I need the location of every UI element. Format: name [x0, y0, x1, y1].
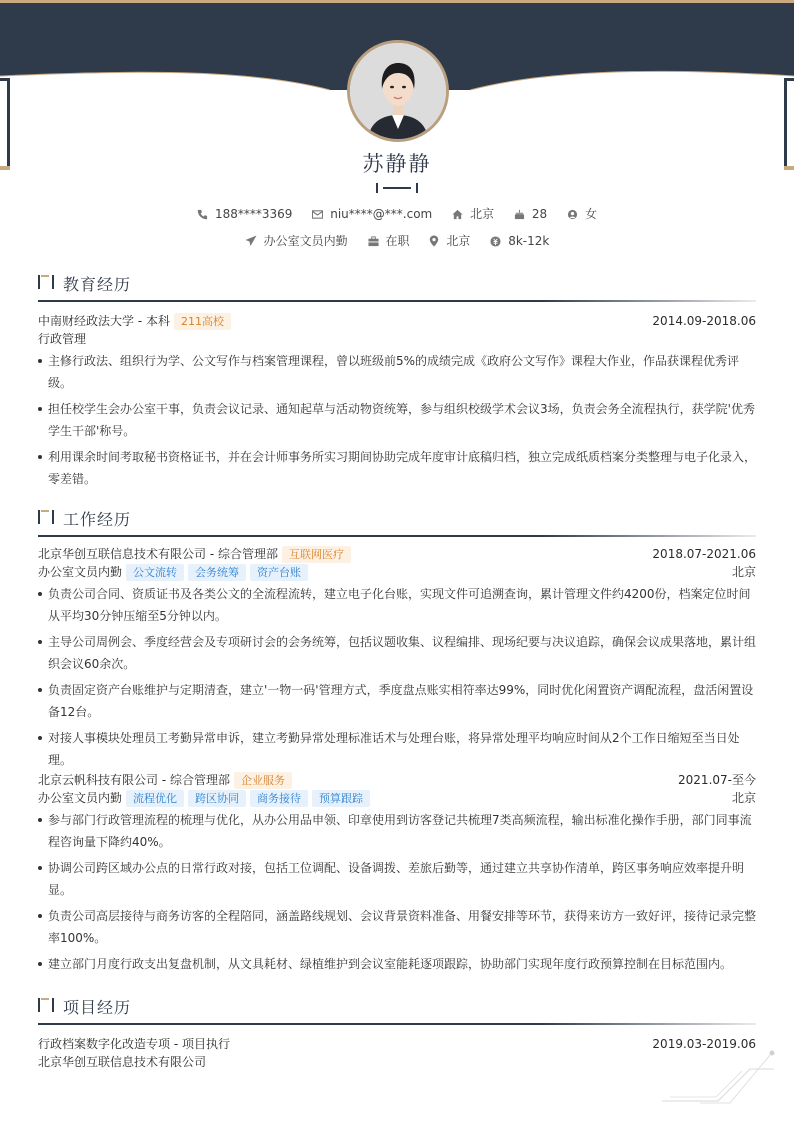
job-bullets: [38, 583, 756, 771]
salary-value: 8k-12k: [508, 234, 550, 248]
send-icon: [245, 235, 257, 247]
position-value: 办公室文员内勤: [263, 234, 348, 248]
contact-email: [312, 207, 432, 221]
phone-icon: [197, 209, 208, 220]
education-header: [38, 312, 756, 330]
decorative-lines: [660, 1045, 780, 1105]
candidate-name: 苏静静: [362, 152, 432, 176]
project-section: [38, 995, 756, 1071]
education-title-text: 教育经历: [63, 275, 132, 294]
section-divider: [38, 300, 756, 302]
avatar-portrait-icon: [350, 43, 446, 139]
project-title: [38, 995, 756, 1025]
project-date: 2019.03-2019.06: [652, 1037, 756, 1051]
avatar: [347, 40, 449, 142]
job-role-row: [38, 563, 756, 581]
skill-tag: 资产台账: [250, 564, 308, 581]
education-section: [38, 272, 756, 494]
location-icon: [429, 235, 439, 247]
job-city: 北京: [731, 565, 756, 579]
cake-icon: [514, 209, 525, 220]
skill-tag: 预算跟踪: [312, 790, 370, 807]
job-header: [38, 771, 756, 789]
phone-value: 188****3369: [214, 207, 293, 221]
major-name: 行政管理: [38, 332, 87, 346]
intent-status: [368, 232, 410, 249]
project-name: 行政档案数字化改造专项 - 项目执行: [38, 1037, 230, 1051]
skill-tag: 公文流转: [126, 564, 184, 581]
education-major: [38, 330, 756, 348]
company-name: 北京华创互联信息技术有限公司 - 综合管理部: [38, 547, 278, 561]
job-date: 2021.07-至今: [678, 773, 756, 787]
work-title: [38, 507, 756, 537]
education-title: [38, 272, 756, 302]
name-divider: [376, 183, 418, 193]
list-item: 负责固定资产台账维护与定期清查，建立'一物一码'管理方式，季度盘点账实相符率达99%，同时优化闲置资产调配流程，盘活闲置设备12台。: [38, 679, 756, 723]
work-section: [38, 507, 756, 979]
money-icon: [490, 236, 501, 247]
list-item: 负责公司高层接待与商务访客的全程陪同，涵盖路线规划、会议背景资料准备、用餐安排等环节，获得来访方一致好评，接待记录完整率100%。: [38, 905, 756, 949]
contact-age: [514, 207, 547, 221]
project-company: 北京华创互联信息技术有限公司: [38, 1055, 207, 1069]
skill-tag: 商务接待: [250, 790, 308, 807]
mail-icon: [312, 209, 323, 220]
job-date: 2018.07-2021.06: [652, 547, 756, 561]
section-mark-icon: [38, 998, 56, 1012]
job-bullets: [38, 809, 756, 975]
briefcase-icon: [368, 236, 379, 247]
list-item: 参与部门行政管理流程的梳理与优化，从办公用品申领、印章使用到访客登记共梳理7类高频流程，输出标准化操作手册，部门同事流程咨询量下降约40%。: [38, 809, 756, 853]
job-role: 办公室文员内勤: [38, 791, 123, 805]
home-icon: [452, 209, 463, 220]
list-item: 对接人事模块处理员工考勤异常申诉，建立考勤异常处理标准话术与处理台账，将异常处理平均响应时间从2个工作日缩短至当日处理。: [38, 727, 756, 771]
location-value: 北京: [470, 207, 495, 221]
section-divider: [38, 535, 756, 537]
contact-phone: [197, 207, 292, 221]
project-header: [38, 1035, 756, 1053]
target-city-value: 北京: [446, 234, 471, 248]
school-tag: 211高校: [174, 313, 231, 330]
age-value: 28: [531, 207, 548, 221]
job-header: [38, 545, 756, 563]
industry-tag: 企业服务: [234, 772, 292, 789]
list-item: 协调公司跨区域办公点的日常行政对接，包括工位调配、设备调拨、差旅后勤等，通过建立共享协作清单，跨区事务响应效率提升明显。: [38, 857, 756, 901]
email-value: niu****@***.com: [330, 207, 433, 221]
education-bullets: [38, 350, 756, 490]
work-title-text: 工作经历: [63, 510, 132, 529]
education-date: 2014.09-2018.06: [652, 314, 756, 328]
skill-tag: 流程优化: [126, 790, 184, 807]
list-item: 负责公司合同、资质证书及各类公文的全流程流转，建立电子化台账，实现文件可追溯查询，累计管理文件约4200份，档案定位时间从平均30分钟压缩至5分钟以内。: [38, 583, 756, 627]
section-mark-icon: [38, 510, 56, 524]
contact-gender: [567, 205, 597, 222]
contact-row: [0, 205, 794, 222]
school-name: 中南财经政法大学 - 本科: [38, 314, 170, 328]
list-item: 主导公司周例会、季度经营会及专项研讨会的会务统筹，包括议题收集、议程编排、现场纪要与决议追踪，确保会议成果落地，累计组织会议60余次。: [38, 631, 756, 675]
section-divider: [38, 1023, 756, 1025]
project-company-row: [38, 1053, 756, 1071]
intent-position: [245, 232, 348, 249]
skill-tag: 会务统筹: [188, 564, 246, 581]
list-item: 担任校学生会办公室干事，负责会议记录、通知起草与活动物资统筹，参与组织校级学术会议3场，负责会务全流程执行，获学院'优秀学生干部'称号。: [38, 398, 756, 442]
job-role: 办公室文员内勤: [38, 565, 123, 579]
list-item: 利用课余时间考取秘书资格证书，并在会计师事务所实习期间协助完成年度审计底稿归档，独立完成纸质档案分类整理与电子化录入，零差错。: [38, 446, 756, 490]
intent-salary: [490, 234, 549, 248]
intent-city: [429, 232, 470, 249]
section-mark-icon: [38, 275, 56, 289]
gender-value: 女: [585, 207, 598, 221]
job-intent-row: [0, 232, 794, 249]
contact-location: [452, 205, 494, 222]
company-name: 北京云帆科技有限公司 - 综合管理部: [38, 773, 230, 787]
gender-icon: [567, 209, 578, 220]
job-role-row: [38, 789, 756, 807]
industry-tag: 互联网医疗: [282, 546, 351, 563]
list-item: 主修行政法、组织行为学、公文写作与档案管理课程，曾以班级前5%的成绩完成《政府公文写作》课程大作业，作品获课程优秀评级。: [38, 350, 756, 394]
skill-tag: 跨区协同: [188, 790, 246, 807]
status-value: 在职: [385, 234, 410, 248]
list-item: 建立部门月度行政支出复盘机制，从文具耗材、绿植维护到会议室能耗逐项跟踪，协助部门实现年度行政预算控制在目标范围内。: [38, 953, 756, 975]
project-title-text: 项目经历: [63, 998, 132, 1017]
job-city: 北京: [731, 791, 756, 805]
